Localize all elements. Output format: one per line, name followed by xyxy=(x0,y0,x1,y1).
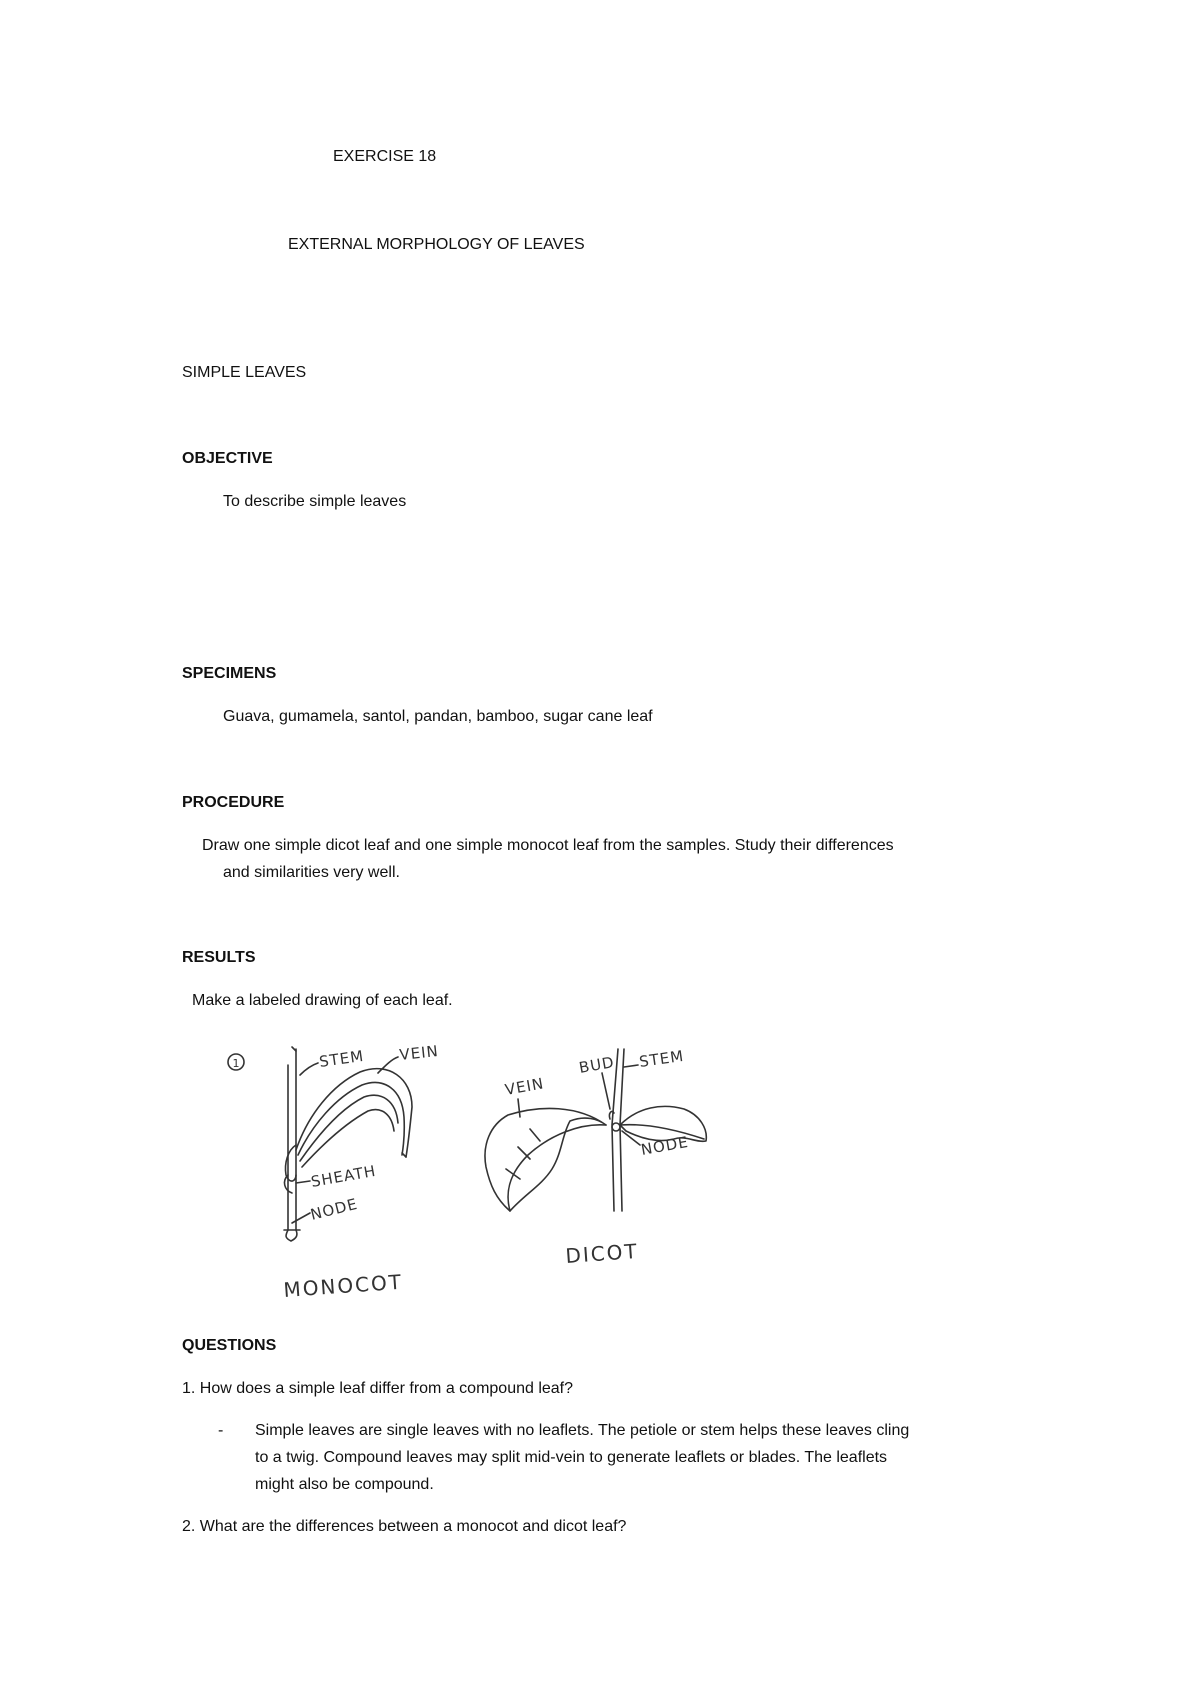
monocot-caption: MONOCOT xyxy=(282,1269,404,1302)
svg-text:NODE: NODE xyxy=(308,1194,360,1224)
svg-text:STEM: STEM xyxy=(318,1046,366,1071)
svg-text:BUD: BUD xyxy=(577,1052,616,1077)
section-heading-specimens: SPECIMENS xyxy=(182,665,277,682)
answer-1-bullet: - xyxy=(218,1422,224,1439)
svg-text:VEIN: VEIN xyxy=(503,1074,546,1099)
section-heading-results: RESULTS xyxy=(182,949,256,966)
monocot-leaf-drawing xyxy=(283,1042,440,1302)
section-heading-questions: QUESTIONS xyxy=(182,1337,277,1354)
answer-1-line-1: Simple leaves are single leaves with no leaflets. The petiole or stem helps these leaves cling xyxy=(255,1422,910,1439)
document-title: EXTERNAL MORPHOLOGY OF LEAVES xyxy=(288,236,585,253)
exercise-number: EXERCISE 18 xyxy=(333,148,437,165)
dicot-caption: DICOT xyxy=(564,1238,640,1268)
answer-1-line-2: to a twig. Compound leaves may split mid-vein to generate leaflets or blades. The leaflets xyxy=(255,1449,888,1466)
svg-text:1: 1 xyxy=(232,1057,241,1070)
dicot-leaf-drawing xyxy=(485,1047,706,1268)
question-2: 2. What are the differences between a monocot and dicot leaf? xyxy=(182,1518,627,1535)
results-text: Make a labeled drawing of each leaf. xyxy=(192,992,453,1009)
svg-text:STEM: STEM xyxy=(638,1046,686,1071)
drawing-number-marker xyxy=(228,1054,244,1070)
objective-text: To describe simple leaves xyxy=(223,493,407,510)
section-heading-procedure: PROCEDURE xyxy=(182,794,285,811)
section-heading-objective: OBJECTIVE xyxy=(182,450,273,467)
question-1: 1. How does a simple leaf differ from a compound leaf? xyxy=(182,1380,574,1397)
specimens-text: Guava, gumamela, santol, pandan, bamboo, sugar cane leaf xyxy=(223,708,653,725)
svg-text:NODE: NODE xyxy=(639,1132,691,1159)
procedure-line-2: and similarities very well. xyxy=(223,864,400,881)
procedure-line-1: Draw one simple dicot leaf and one simple monocot leaf from the samples. Study their differences xyxy=(202,837,894,854)
leaf-drawing xyxy=(200,1035,740,1325)
answer-1-line-3: might also be compound. xyxy=(255,1476,434,1493)
section-heading-simple-leaves: SIMPLE LEAVES xyxy=(182,364,307,381)
svg-text:VEIN: VEIN xyxy=(398,1041,440,1064)
svg-text:SHEATH: SHEATH xyxy=(309,1161,378,1191)
